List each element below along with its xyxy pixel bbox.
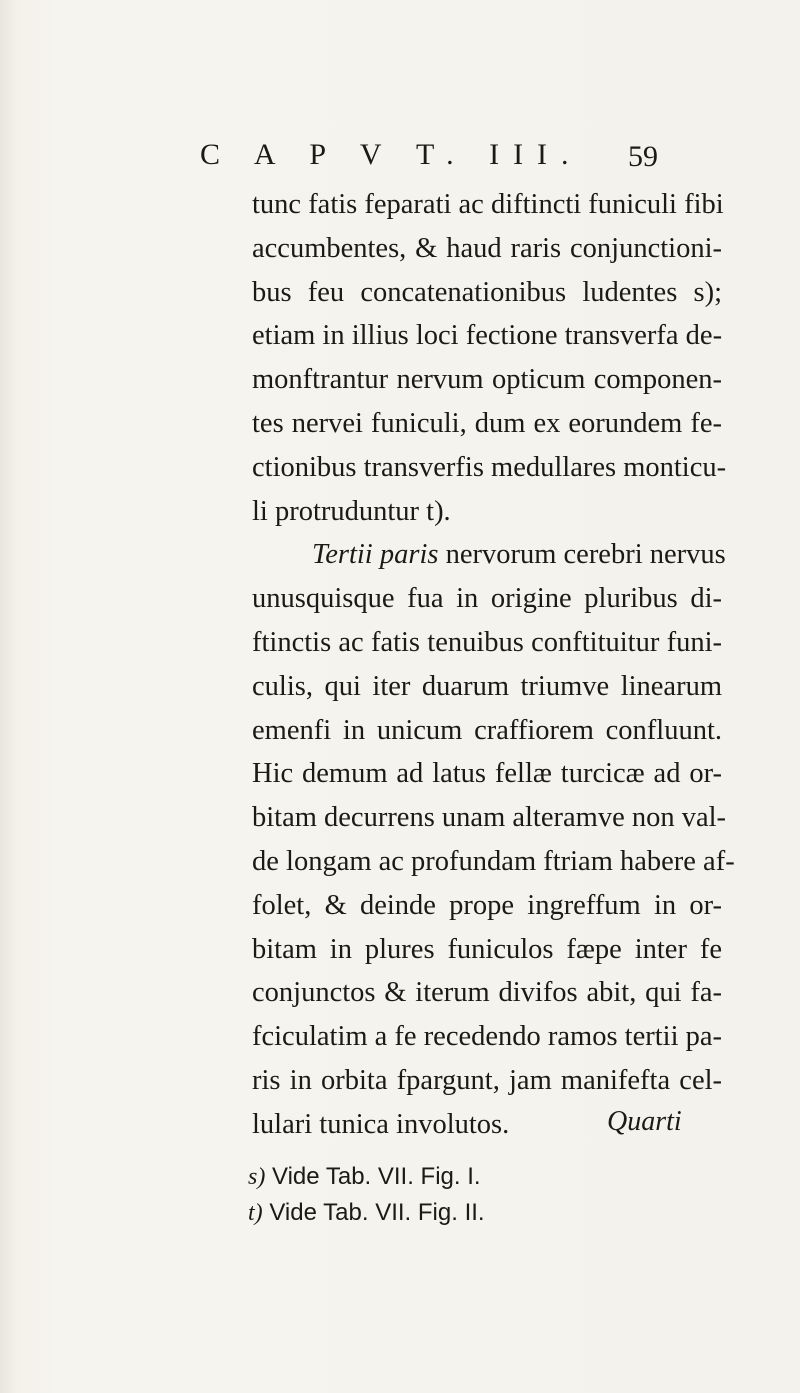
text-line: unusquisque fua in origine pluribus di- — [252, 583, 722, 615]
footnote-mark: t) — [248, 1200, 263, 1226]
text-line: bus feu concatenationibus ludentes s); — [252, 276, 722, 308]
text-line: monftrantur nervum opticum componen- — [252, 364, 722, 396]
text-line: culis, qui iter duarum triumve linearum — [252, 670, 722, 702]
footnote-mark: s) — [248, 1164, 266, 1190]
text-line: de longam ac profundam ftriam habere af- — [252, 845, 735, 877]
text-line: ftinctis ac fatis tenuibus conftituitur funi- — [252, 626, 722, 658]
text-line: etiam in illius loci fectione transverfa de- — [252, 320, 723, 352]
text-line: li protruduntur t). — [252, 495, 451, 527]
text-line: emenfi in unicum craffiorem confluunt. — [252, 714, 722, 746]
page-header — [200, 138, 680, 188]
text-fragment: nervorum cerebri nervus — [438, 539, 726, 571]
footnote — [248, 1195, 485, 1231]
text-line: tes nervei funiculi, dum ex eorundem fe- — [252, 407, 722, 439]
footnotes — [248, 1159, 485, 1231]
body-text — [252, 183, 735, 1147]
text-line: bitam decurrens unam alteramve non val- — [252, 802, 727, 834]
text-line: fciculatim a fe recedendo ramos tertii pa- — [252, 1021, 723, 1053]
text-line: lulari tunica involutos. — [252, 1108, 510, 1140]
text-line: conjunctos & iterum divifos abit, qui fa- — [252, 977, 722, 1009]
text-line: bitam in plures funiculos fæpe inter fe — [252, 933, 722, 965]
footnote — [248, 1159, 485, 1195]
text-line: ctionibus transverfis medullares monticu- — [252, 451, 727, 483]
text-line: ris in orbita fpargunt, jam manifefta cel- — [252, 1064, 722, 1096]
text-line: tunc fatis feparati ac diftincti funiculi fibi — [252, 189, 724, 220]
italic-phrase: Tertii paris — [312, 539, 439, 571]
footnote-text: Vide Tab. VII. Fig. I. — [265, 1163, 481, 1190]
paragraph-start — [252, 533, 726, 577]
page-number: 59 — [628, 140, 658, 173]
text-line: Hic demum ad latus fellæ turcicæ ad or- — [252, 758, 722, 790]
running-head: C A P V T. III. — [200, 138, 583, 171]
text-line: folet, & deinde prope ingreffum in or- — [252, 889, 722, 921]
text-line: accumbentes, & haud raris conjunctioni- — [252, 232, 722, 264]
footnote-text: Vide Tab. VII. Fig. II. — [262, 1199, 485, 1226]
catchword: Quarti — [607, 1106, 682, 1137]
